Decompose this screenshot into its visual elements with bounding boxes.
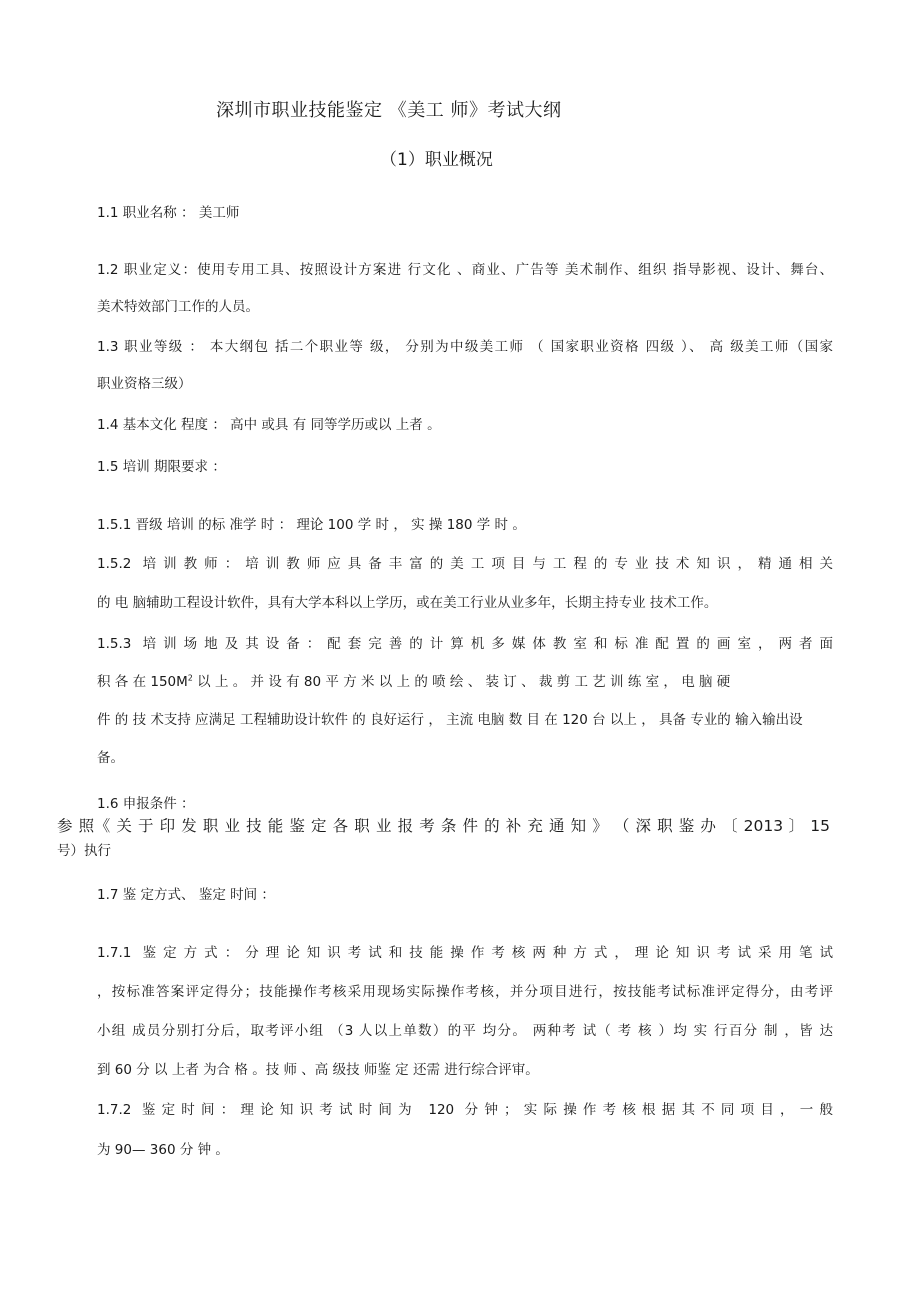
education-requirement: 1.4 基本文化 程度 ： 高中 或具 有 同等学历或以 上者 。 bbox=[97, 417, 441, 433]
training-site-line2-text: 积 各 在 150M bbox=[97, 674, 188, 690]
appraisal-heading: 1.7 鉴 定方式、 鉴定 时间 ： bbox=[97, 887, 275, 903]
appraisal-method-line3: 小组 成员分别打分后，取考评小组 （3 人以上单数）的平 均分。 两种考 试（ 考 核 ）均 实 行百分 制 ，皆 达 bbox=[97, 1023, 833, 1039]
occupation-definition-line2: 美术特效部门工作的人员。 bbox=[97, 299, 259, 315]
appraisal-method-line2: ，按标准答案评定得分；技能操作考核采用现场实际操作考核，并分项目进行，按技能考试标准评定得分，由考评 bbox=[97, 984, 833, 1000]
training-site-line2 bbox=[97, 672, 730, 692]
application-heading: 1.6 申报条件 ： bbox=[97, 796, 195, 812]
application-line2: 号）执行 bbox=[57, 843, 111, 859]
training-period-heading: 1.5 培训 期限要求 ： bbox=[97, 459, 226, 475]
occupation-level-line1: 1.3 职业等级 ： 本大纲包 括二个职业等 级， 分别为中级美工师 （ 国家职业资格 四级 ）、 高 级美工师（国家 bbox=[97, 339, 833, 355]
training-site-line2-rest: 以 上 。 并 设 有 80 平 方 米 以 上 的 喷 绘 、 装 订 、 裁 剪 工 艺 训 练 室 ， 电 脑 硬 bbox=[192, 674, 731, 690]
training-site-line3: 件 的 技 术支持 应满足 工程辅助设计软件 的 良好运行 ， 主流 电脑 数 目 在 120 台 以上 ， 具备 专业的 输入输出设 bbox=[97, 712, 803, 728]
occupation-level-line2: 职业资格三级） bbox=[97, 376, 192, 392]
training-hours: 1.5.1 晋级 培训 的标 准学 时 ： 理论 100 学 时 ， 实 操 180 学 时 。 bbox=[97, 517, 526, 533]
occupation-definition-line1: 1.2 职业定义：使用专用工具、按照设计方案进 行文化 、商业、广告等 美术制作、组织 指导影视、设计、舞台、 bbox=[97, 262, 833, 278]
section-heading: （1）职业概况 bbox=[380, 150, 493, 170]
appraisal-method-line1: 1.7.1 鉴定方式：分理论知识考试和技能操作考核两种方式，理论知识考试采用笔试 bbox=[97, 945, 833, 961]
training-teacher-line1: 1.5.2 培训教师：培训教师应具备丰富的美工项目与工程的专业技术知识，精通相关 bbox=[97, 556, 833, 572]
training-site-line4: 备。 bbox=[97, 750, 124, 766]
occupation-name: 1.1 职业名称 ： 美工师 bbox=[97, 205, 240, 221]
appraisal-method-line4: 到 60 分 以 上者 为合 格 。技 师 、高 级技 师鉴 定 还需 进行综合评审。 bbox=[97, 1062, 539, 1078]
appraisal-time-line2: 为 90— 360 分 钟 。 bbox=[97, 1142, 229, 1158]
appraisal-time-line1: 1.7.2 鉴定时间：理论知识考试时间为 120 分钟；实际操作考核根据其不同项目，一般 bbox=[97, 1102, 833, 1118]
application-line1: 参 照《 关 于 印 发 职 业 技 能 鉴 定 各 职 业 报 考 条 件 的 补 充 通 知 》 （ 深 职 鉴 办 〔 2013 〕 15 bbox=[57, 817, 830, 835]
training-site-line1: 1.5.3 培训场地及其设备：配套完善的计算机多媒体教室和标准配置的画室，两者面 bbox=[97, 636, 833, 652]
training-teacher-line2: 的 电 脑辅助工程设计软件，具有大学本科以上学历，或在美工行业从业多年，长期主持专业 技术工作。 bbox=[97, 595, 718, 611]
superscript-two: 2 bbox=[187, 673, 193, 683]
document-title: 深圳市职业技能鉴定 《美工 师》考试大纲 bbox=[216, 100, 562, 121]
